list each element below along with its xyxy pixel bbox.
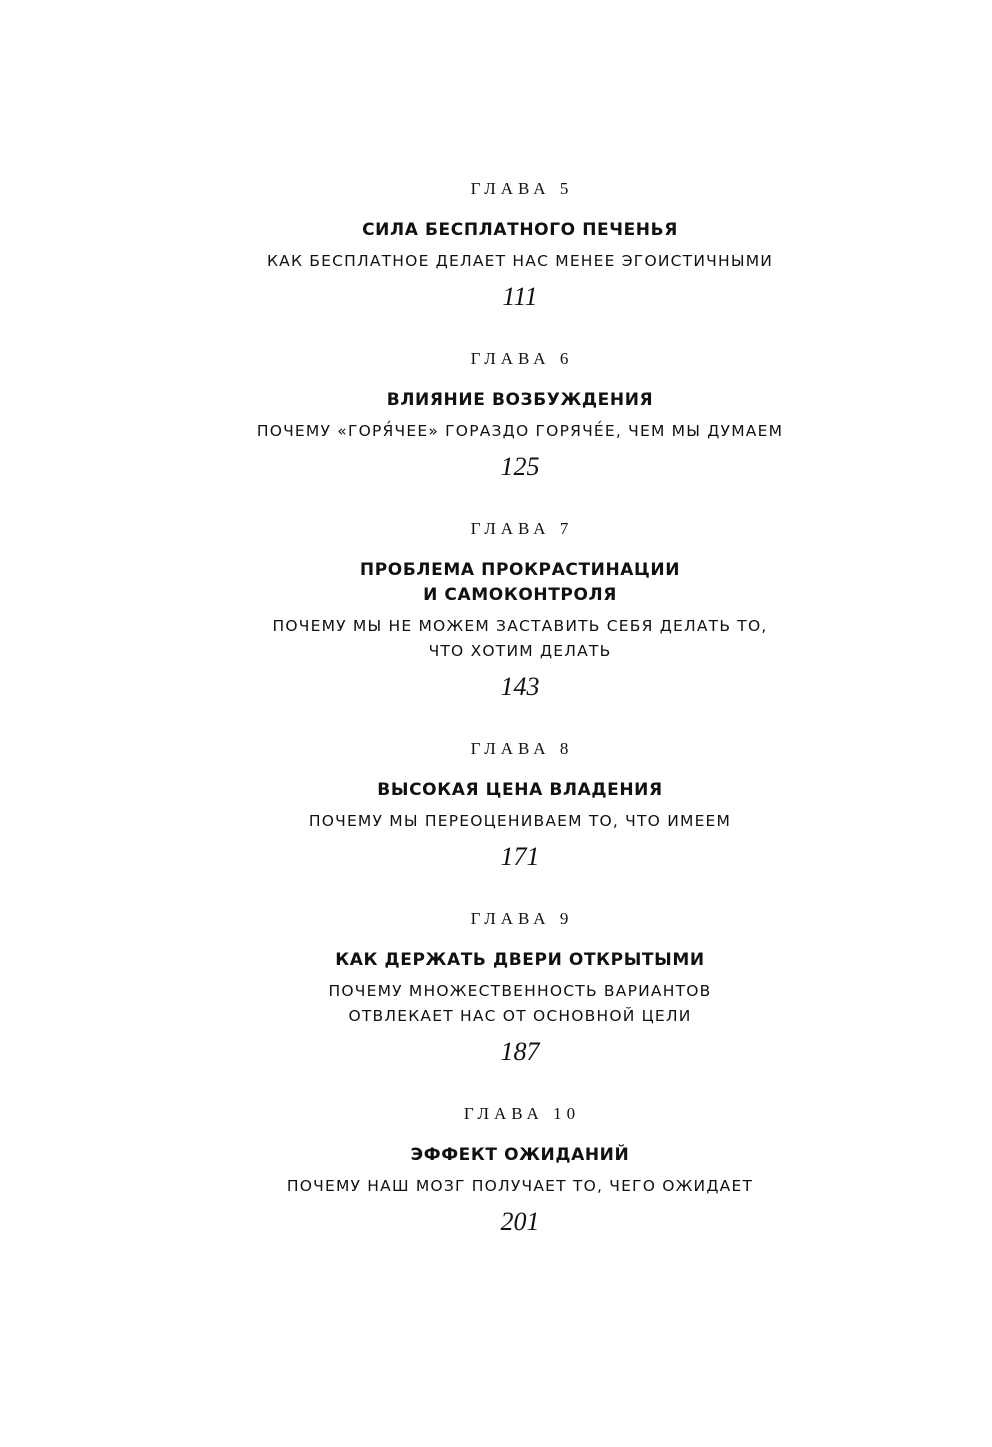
chapter-label: ГЛАВА 9 [470, 909, 574, 928]
chapter-title [0, 218, 992, 243]
chapter-title-line: ВЫСОКАЯ ЦЕНА ВЛАДЕНИЯ [377, 780, 663, 800]
chapter-title-line: ПРОБЛЕМА ПРОКРАСТИНАЦИИ [359, 560, 681, 580]
chapter-title-line: КАК ДЕРЖАТЬ ДВЕРИ ОТКРЫТЫМИ [335, 950, 705, 970]
chapter-page-number: 125 [500, 452, 540, 481]
chapter-title [0, 558, 992, 608]
chapter-subtitle-line: ПОЧЕМУ МЫ ПЕРЕОЦЕНИВАЕМ ТО, ЧТО ИМЕЕМ [308, 812, 732, 830]
chapter-title-line: ЭФФЕКТ ОЖИДАНИЙ [410, 1145, 630, 1165]
chapter-title [0, 948, 992, 973]
chapter-page-number: 187 [500, 1037, 540, 1066]
chapter-page-number: 201 [500, 1207, 540, 1236]
chapter-label: ГЛАВА 7 [470, 519, 574, 538]
chapter-title [0, 778, 992, 803]
chapter-label: ГЛАВА 8 [470, 739, 574, 758]
chapter-subtitle [0, 614, 992, 664]
chapter-subtitle-line: ПОЧЕМУ МЫ НЕ МОЖЕМ ЗАСТАВИТЬ СЕБЯ ДЕЛАТЬ ТО, [272, 617, 768, 635]
chapter-title-line: ВЛИЯНИЕ ВОЗБУЖДЕНИЯ [386, 390, 654, 410]
chapter-page-number: 171 [500, 842, 540, 871]
chapter-entry-7 [0, 519, 992, 705]
chapter-subtitle [0, 419, 992, 444]
chapter-title-line: И САМОКОНТРОЛЯ [423, 585, 617, 605]
chapter-entry-5 [0, 179, 992, 315]
chapter-entry-6 [0, 349, 992, 485]
chapter-subtitle [0, 249, 992, 274]
chapter-subtitle-line: КАК БЕСПЛАТНОЕ ДЕЛАЕТ НАС МЕНЕЕ ЭГОИСТИЧНЫМИ [266, 252, 774, 270]
chapter-entry-8 [0, 739, 992, 875]
chapter-title [0, 1143, 992, 1168]
chapter-label: ГЛАВА 6 [470, 349, 574, 368]
chapter-title [0, 388, 992, 413]
chapter-entry-9 [0, 909, 992, 1070]
chapter-subtitle [0, 979, 992, 1029]
chapter-subtitle-line: ПОЧЕМУ МНОЖЕСТВЕННОСТЬ ВАРИАНТОВ [328, 982, 712, 1000]
chapter-subtitle [0, 809, 992, 834]
chapter-page-number: 143 [500, 672, 540, 701]
chapter-page-number: 111 [502, 282, 538, 311]
chapter-entry-10 [0, 1104, 992, 1240]
chapter-subtitle [0, 1174, 992, 1199]
chapter-subtitle-line: ЧТО ХОТИМ ДЕЛАТЬ [428, 642, 612, 660]
chapter-subtitle-line: ОТВЛЕКАЕТ НАС ОТ ОСНОВНОЙ ЦЕЛИ [348, 1007, 692, 1025]
chapter-label: ГЛАВА 10 [463, 1104, 581, 1123]
chapter-subtitle-line: ПОЧЕМУ НАШ МОЗГ ПОЛУЧАЕТ ТО, ЧЕГО ОЖИДАЕТ [286, 1177, 754, 1195]
chapter-subtitle-line: ПОЧЕМУ «ГОРЯ́ЧЕЕ» ГОРАЗДО ГОРЯЧЕ́Е, ЧЕМ МЫ ДУМАЕМ [256, 422, 784, 440]
chapter-title-line: СИЛА БЕСПЛАТНОГО ПЕЧЕНЬЯ [362, 220, 678, 240]
chapter-label: ГЛАВА 5 [470, 179, 574, 198]
